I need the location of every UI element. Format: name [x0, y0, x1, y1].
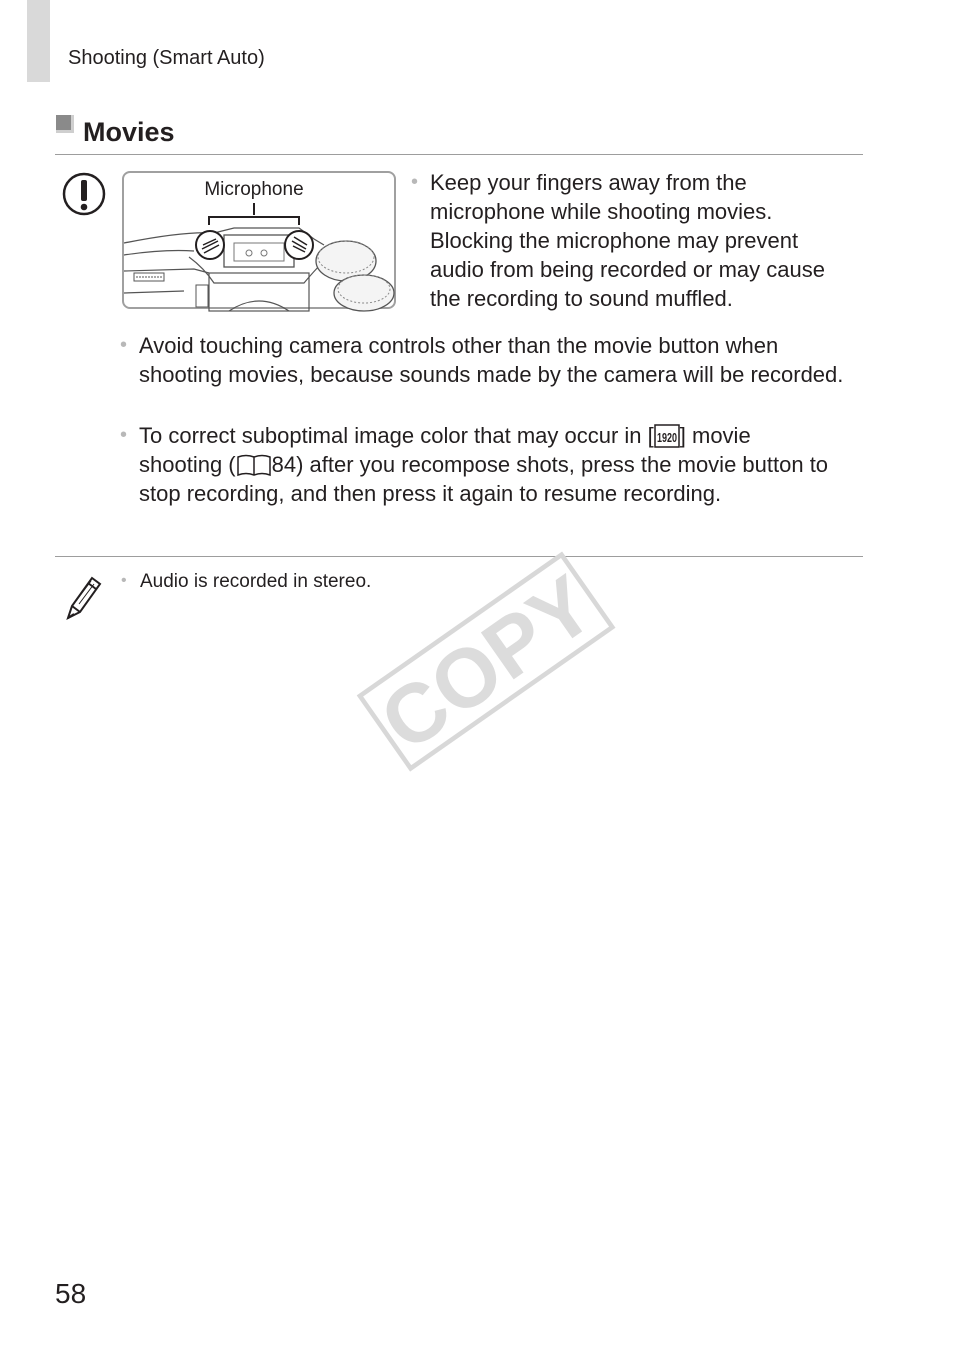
microphone-illustration — [122, 171, 396, 309]
watermark-text: COPY — [364, 557, 611, 769]
copy-watermark — [295, 557, 675, 769]
section-heading — [55, 114, 863, 155]
camera-top-drawing — [124, 173, 398, 311]
bullet-marker: • — [411, 171, 419, 193]
section-bullet-icon — [56, 115, 74, 133]
note-text: Audio is recorded in stereo. — [140, 571, 372, 592]
page-number: 58 — [55, 1278, 87, 1309]
exclamation-circle-icon — [62, 172, 106, 216]
movie-icon-label: 1920 — [656, 430, 677, 445]
section-title: Movies — [83, 117, 175, 147]
running-head: Shooting (Smart Auto) — [68, 47, 265, 69]
side-tab — [27, 0, 50, 82]
book-icon — [236, 454, 272, 476]
movie-1920-icon — [654, 424, 680, 448]
bullet-3-text-3: ) after you recompose shots, press the movie button to stop recording, and then press it again to resume recording. — [139, 452, 829, 506]
caution-bullet-2: Avoid touching camera controls other than the movie button when shooting movies, because sounds made by the camera will be recorded. — [139, 333, 844, 387]
bullet-marker: • — [120, 334, 128, 356]
bullet-marker: • — [120, 424, 128, 446]
bullet-marker: • — [121, 572, 127, 589]
divider — [55, 556, 863, 557]
microphone-label: Microphone — [204, 179, 304, 200]
caution-bullet-1: Keep your fingers away from the microphone while shooting movies. Blocking the microphone may prevent audio from being recorded or may cause the recording to sound muffled. — [430, 170, 825, 311]
page-reference: 84 — [271, 452, 297, 477]
caution-bullet-3 — [139, 421, 839, 508]
bullet-3-text-2: ] movie shooting ( — [139, 423, 751, 477]
bullet-3-text-1: To correct suboptimal image color that may occur in [ — [139, 423, 654, 448]
pencil-icon — [64, 574, 102, 620]
